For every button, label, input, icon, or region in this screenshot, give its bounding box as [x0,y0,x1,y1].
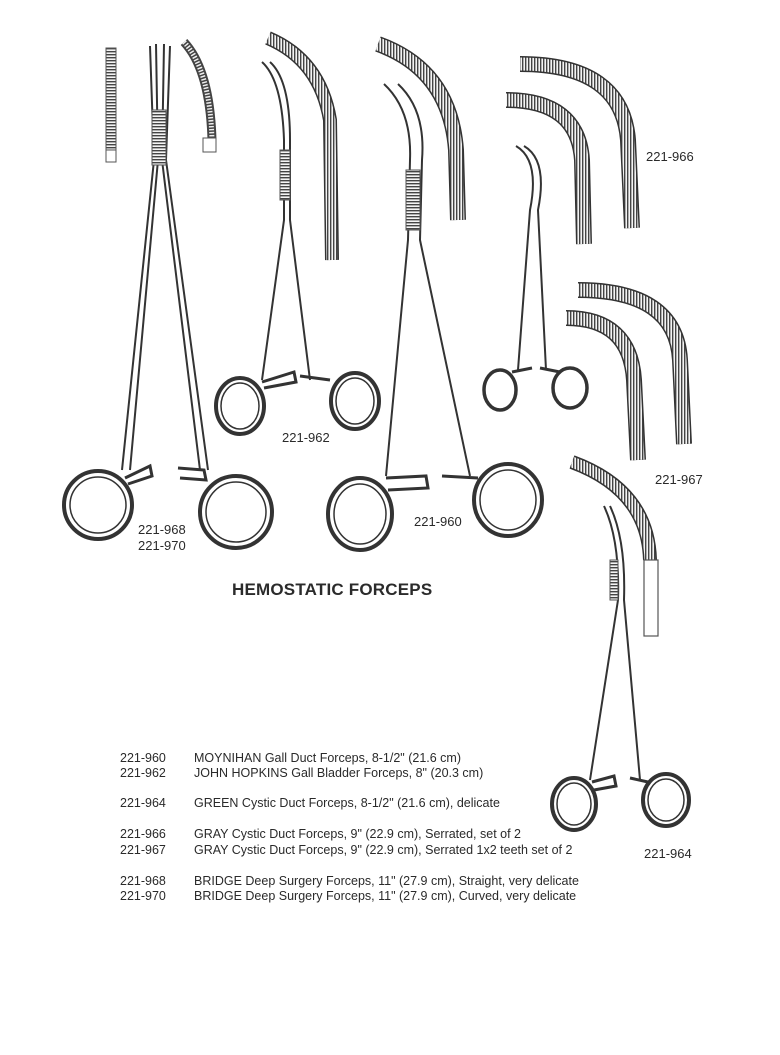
catalog-entry [120,827,521,841]
figure-label-221-964: 221-964 [644,846,692,861]
forceps-221-960-illustration [328,44,542,550]
page-title: HEMOSTATIC FORCEPS [232,580,433,599]
figure-label-221-962: 221-962 [282,430,330,445]
catalog-code: 221-966 [120,827,166,841]
forceps-221-964-illustration [552,462,689,830]
catalog-description: GRAY Cystic Duct Forceps, 9" (22.9 cm), Serrated 1x2 teeth set of 2 [194,843,573,857]
catalog-entry [120,889,576,903]
catalog-code: 221-967 [120,843,166,857]
figure-label-221-960: 221-960 [414,514,462,529]
forceps-221-968-illustration [64,42,272,548]
figure-label-221-966: 221-966 [646,149,694,164]
figure-label-221-967: 221-967 [655,472,703,487]
catalog-description: BRIDGE Deep Surgery Forceps, 11" (27.9 cm), Curved, very delicate [194,889,577,903]
catalog-description: GREEN Cystic Duct Forceps, 8-1/2" (21.6 cm), delicate [194,796,500,810]
figure-label-221-968: 221-968 [138,522,186,537]
forceps-221-962-illustration [216,38,379,434]
catalog-description: MOYNIHAN Gall Duct Forceps, 8-1/2" (21.6 cm) [194,751,462,765]
catalog-code: 221-962 [120,766,166,780]
catalog-code: 221-964 [120,796,166,810]
catalog-description: JOHN HOPKINS Gall Bladder Forceps, 8" (20.3 cm) [194,766,484,780]
catalog-entry [120,796,500,810]
catalog-entry [120,751,461,765]
forceps-221-966-illustration [484,64,632,410]
catalog-description: BRIDGE Deep Surgery Forceps, 11" (27.9 cm), Straight, very delicate [194,874,579,888]
catalog-entry [120,766,483,780]
figure-label-221-970: 221-970 [138,538,186,553]
catalog-entry [120,874,579,888]
catalog-code: 221-968 [120,874,166,888]
catalog-code: 221-970 [120,889,166,903]
catalog-description: GRAY Cystic Duct Forceps, 9" (22.9 cm), Serrated, set of 2 [194,827,522,841]
catalog-code: 221-960 [120,751,166,765]
catalog-entry [120,843,572,857]
